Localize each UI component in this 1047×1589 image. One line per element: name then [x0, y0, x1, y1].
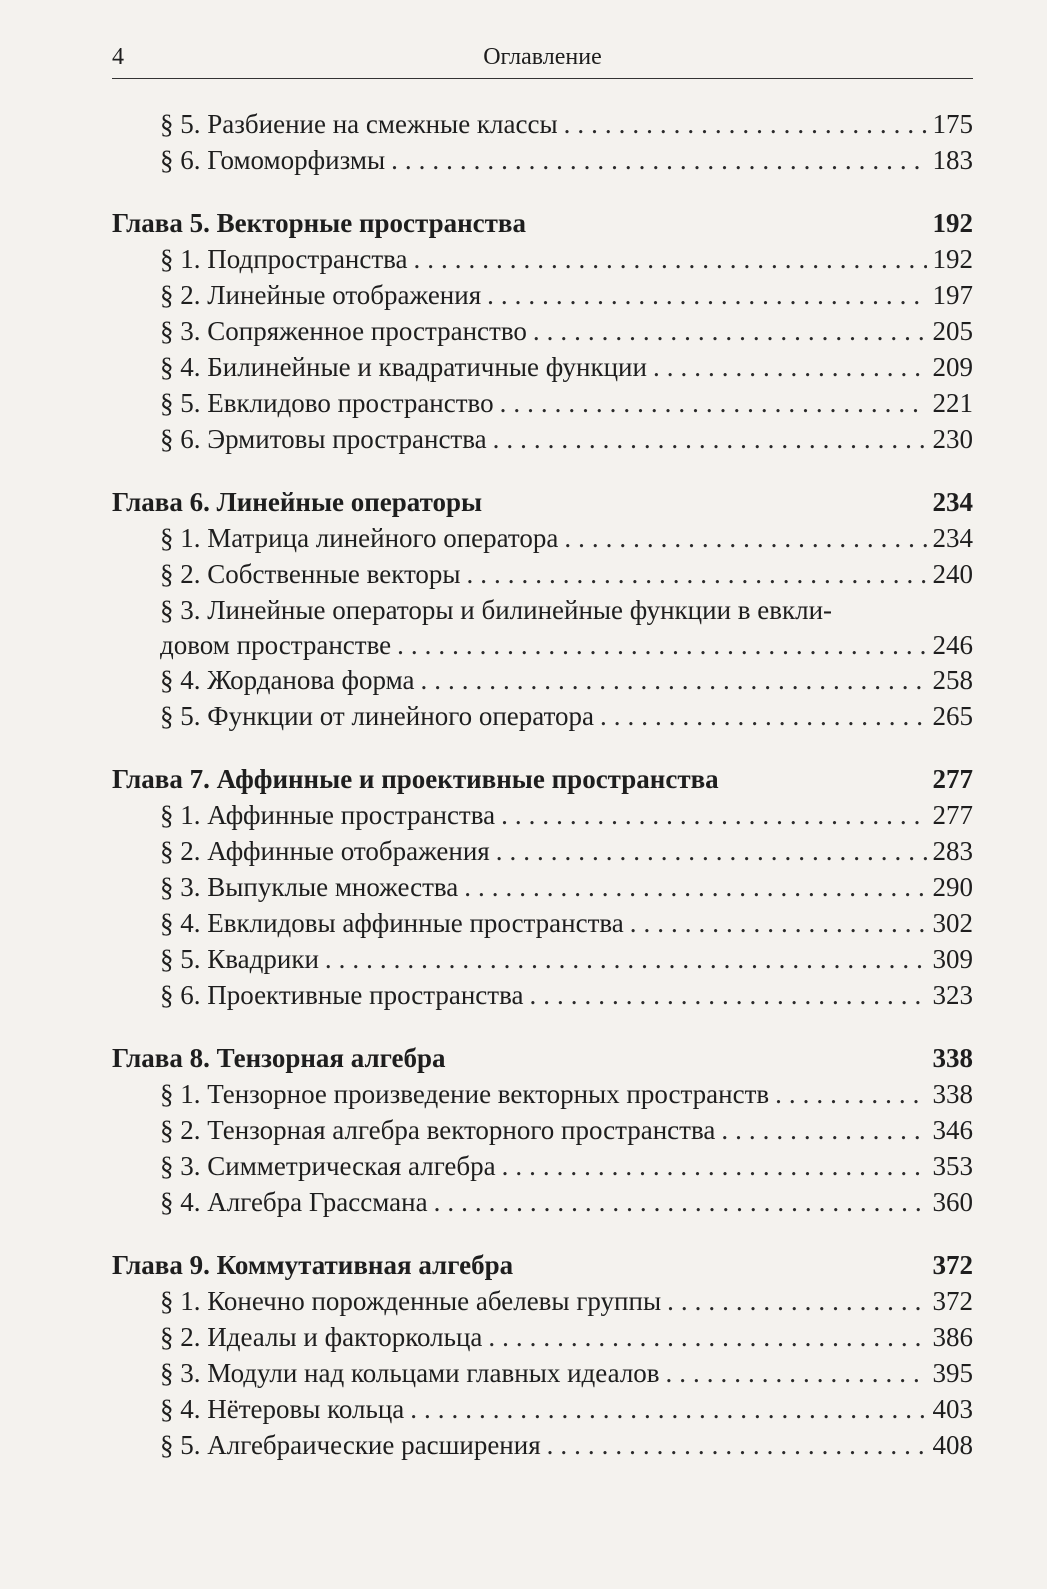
page-ref: 234: [932, 523, 973, 553]
dot-leader: [653, 349, 927, 385]
page-ref: 197: [932, 280, 973, 310]
section-title: § 6. Проективные пространства: [160, 980, 524, 1010]
page-ref: 353: [932, 1151, 973, 1181]
section-title: § 2. Идеалы и факторкольца: [160, 1322, 483, 1352]
toc-section: [112, 698, 973, 734]
toc-section: [112, 106, 973, 142]
toc-chapter: [112, 1040, 973, 1076]
page-ref: 386: [932, 1322, 973, 1352]
section-title: § 3. Выпуклые множества: [160, 872, 459, 902]
page-ref: 290: [932, 872, 973, 902]
page-ref: 408: [932, 1430, 973, 1460]
dot-leader: [414, 241, 927, 277]
page-ref: 265: [932, 701, 973, 731]
toc-section: [112, 520, 973, 556]
page-number: 4: [112, 44, 124, 70]
page-ref: 246: [932, 630, 973, 660]
section-title: § 3. Линейные операторы и билинейные функции в евкли-: [160, 595, 833, 625]
toc-section: [112, 556, 973, 592]
page-ref: 277: [932, 800, 973, 830]
dot-leader: [564, 520, 926, 556]
running-title: Оглавление: [483, 44, 602, 70]
dot-leader: [501, 797, 926, 833]
dot-leader: [391, 142, 926, 178]
section-title: § 4. Евклидовы аффинные пространства: [160, 908, 624, 938]
dot-leader: [721, 1112, 926, 1148]
dot-leader: [502, 1148, 927, 1184]
page-ref: 360: [932, 1187, 973, 1217]
page-ref: 192: [932, 244, 973, 274]
page-ref: 309: [932, 944, 973, 974]
dot-leader: [488, 1319, 926, 1355]
section-title: § 1. Аффинные пространства: [160, 800, 496, 830]
dot-leader: [564, 106, 927, 142]
page-ref: 240: [932, 559, 973, 589]
toc-section: [112, 1391, 973, 1427]
dot-leader: [496, 833, 927, 869]
section-title: § 3. Симметрическая алгебра: [160, 1151, 496, 1181]
dot-leader: [325, 941, 927, 977]
section-title: § 2. Линейные отображения: [160, 280, 482, 310]
toc-section: [112, 1283, 973, 1319]
page-ref: 192: [932, 208, 973, 238]
dot-leader: [500, 385, 927, 421]
page-ref: 346: [932, 1115, 973, 1145]
toc-section-continuation: [112, 628, 973, 662]
toc-section: [112, 1148, 973, 1184]
dot-leader: [775, 1076, 926, 1112]
section-title: § 2. Тензорная алгебра векторного пространства: [160, 1115, 716, 1145]
toc-section: [112, 1427, 973, 1463]
running-head: [112, 40, 973, 79]
dot-leader: [600, 698, 927, 734]
toc-chapter: [112, 205, 973, 241]
dot-leader: [547, 1427, 927, 1463]
toc-section: [112, 385, 973, 421]
dot-leader: [410, 1391, 926, 1427]
page-ref: 209: [932, 352, 973, 382]
toc-section: [112, 421, 973, 457]
section-title: § 2. Собственные векторы: [160, 559, 461, 589]
page-ref: 183: [932, 145, 973, 175]
page-ref: 338: [932, 1043, 973, 1073]
page-ref: 205: [932, 316, 973, 346]
chapter-title: Глава 9. Коммутативная алгебра: [112, 1250, 514, 1280]
chapter-title: Глава 6. Линейные операторы: [112, 487, 483, 517]
page-ref: 258: [932, 665, 973, 695]
page-ref: 175: [932, 109, 973, 139]
dot-leader: [667, 1283, 926, 1319]
section-title: § 6. Эрмитовы пространства: [160, 424, 487, 454]
dot-leader: [666, 1355, 927, 1391]
table-of-contents: [112, 106, 973, 1463]
toc-section: [112, 349, 973, 385]
toc-chapter: [112, 484, 973, 520]
section-title: § 2. Аффинные отображения: [160, 836, 490, 866]
page-ref: 403: [932, 1394, 973, 1424]
section-title: § 3. Модули над кольцами главных идеалов: [160, 1358, 660, 1388]
toc-chapter: [112, 761, 973, 797]
section-title: § 6. Гомоморфизмы: [160, 145, 386, 175]
section-title: § 1. Тензорное произведение векторных пространств: [160, 1079, 770, 1109]
page-ref: 234: [932, 487, 973, 517]
page-ref: 277: [932, 764, 973, 794]
dot-leader: [529, 977, 926, 1013]
page-ref: 338: [932, 1079, 973, 1109]
section-title: § 3. Сопряженное пространство: [160, 316, 527, 346]
toc-section: [112, 869, 973, 905]
page-ref: 230: [932, 424, 973, 454]
section-title: § 1. Подпространства: [160, 244, 408, 274]
toc-section: [112, 1112, 973, 1148]
chapter-title: Глава 5. Векторные пространства: [112, 208, 527, 238]
section-title: § 5. Разбиение на смежные классы: [160, 109, 558, 139]
section-title: § 5. Функции от линейного оператора: [160, 701, 594, 731]
page-ref: 323: [932, 980, 973, 1010]
toc-section: [112, 833, 973, 869]
section-title-continuation: довом пространстве: [160, 630, 392, 660]
page-ref: 302: [932, 908, 973, 938]
toc-section: [112, 592, 973, 628]
chapter-title: Глава 8. Тензорная алгебра: [112, 1043, 446, 1073]
page-ref: 283: [932, 836, 973, 866]
dot-leader: [397, 628, 926, 662]
toc-section: [112, 977, 973, 1013]
toc-chapter: [112, 1247, 973, 1283]
section-title: § 5. Евклидово пространство: [160, 388, 494, 418]
toc-section: [112, 1319, 973, 1355]
section-title: § 5. Алгебраические расширения: [160, 1430, 541, 1460]
toc-section: [112, 1076, 973, 1112]
dot-leader: [420, 662, 926, 698]
chapter-title: Глава 7. Аффинные и проективные пространства: [112, 764, 719, 794]
dot-leader: [533, 313, 927, 349]
dot-leader: [493, 421, 927, 457]
page-ref: 221: [932, 388, 973, 418]
dot-leader: [434, 1184, 927, 1220]
toc-section: [112, 1355, 973, 1391]
toc-section: [112, 797, 973, 833]
section-title: § 4. Билинейные и квадратичные функции: [160, 352, 647, 382]
page-ref: 395: [932, 1358, 973, 1388]
section-title: § 4. Алгебра Грассмана: [160, 1187, 428, 1217]
section-title: § 5. Квадрики: [160, 944, 319, 974]
section-title: § 1. Конечно порожденные абелевы группы: [160, 1286, 662, 1316]
toc-section: [112, 241, 973, 277]
toc-section: [112, 277, 973, 313]
toc-section: [112, 1184, 973, 1220]
dot-leader: [630, 905, 927, 941]
dot-leader: [467, 556, 927, 592]
page-ref: 372: [932, 1250, 973, 1280]
toc-section: [112, 142, 973, 178]
section-title: § 1. Матрица линейного оператора: [160, 523, 559, 553]
toc-section: [112, 905, 973, 941]
toc-section: [112, 941, 973, 977]
page-ref: 372: [932, 1286, 973, 1316]
dot-leader: [487, 277, 926, 313]
toc-section: [112, 662, 973, 698]
toc-section: [112, 313, 973, 349]
dot-leader: [464, 869, 926, 905]
section-title: § 4. Жорданова форма: [160, 665, 415, 695]
section-title: § 4. Нётеровы кольца: [160, 1394, 405, 1424]
